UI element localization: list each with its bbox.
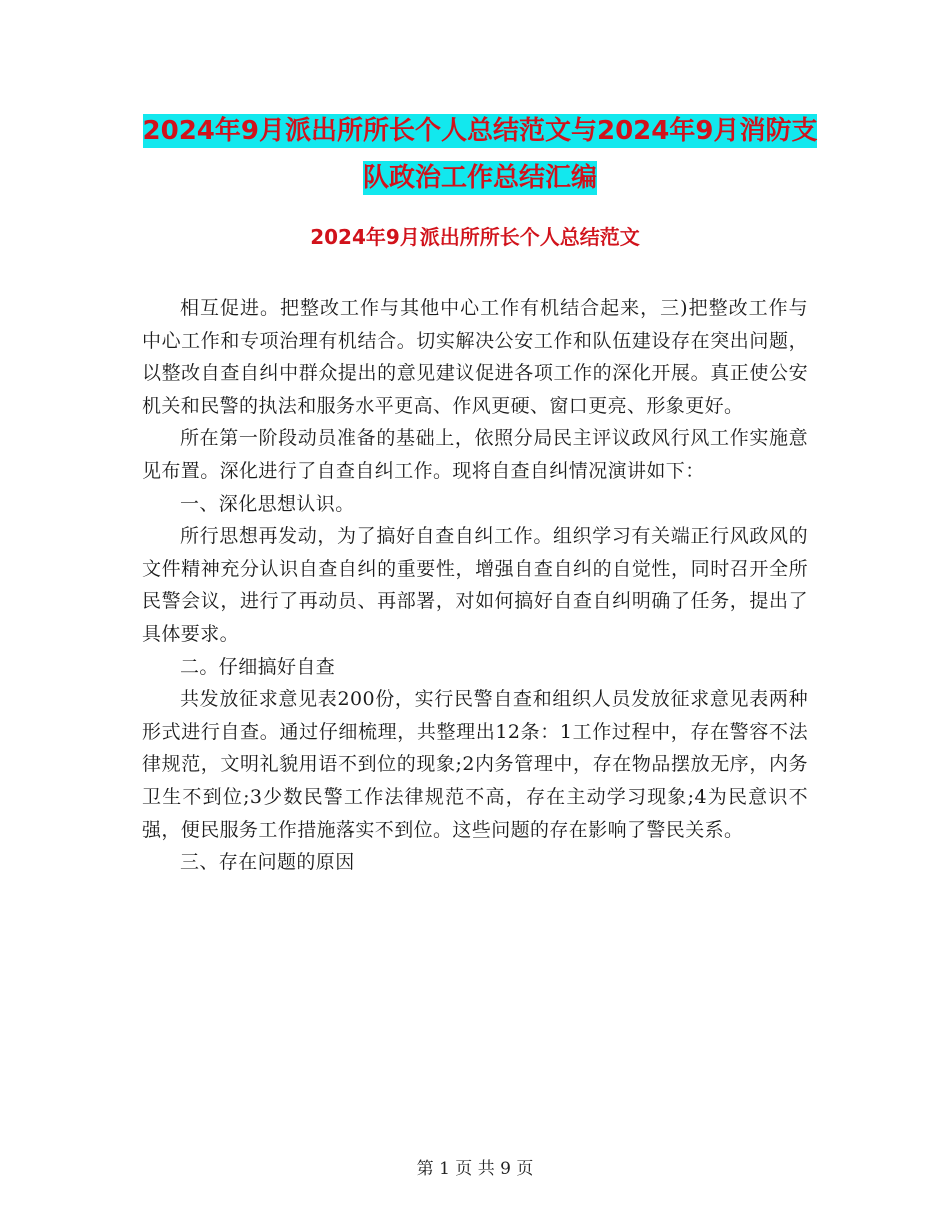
document-body — [142, 292, 808, 879]
section-heading: 三、存在问题的原因 — [180, 851, 355, 874]
section-heading: 二。仔细搞好自查 — [180, 655, 336, 678]
section-title: 2024年9月派出所所长个人总结范文 — [310, 225, 640, 249]
title-highlight: 2024年9月派出所所长个人总结范文与2024年9月消防支队政治工作总结汇编 — [142, 116, 818, 193]
document-title — [140, 108, 820, 202]
paragraph: 相互促进。把整改工作与其他中心工作有机结合起来，三)把整改工作与中心工作和专项治理有机结合。切实解决公安工作和队伍建设存在突出问题，以整改自查自纠中群众提出的意见建议促进各项工作的深化开展。真正使公安机关和民警的执法和服务水平更高、作风更硬、窗口更亮、形象更好。 — [142, 297, 808, 417]
paragraph: 所行思想再发动，为了搞好自查自纠工作。组织学习有关端正行风政风的文件精神充分认识自查自纠的重要性，增强自查自纠的自觉性，同时召开全所民警会议，进行了再动员、再部署，对如何搞好自查自纠明确了任务，提出了具体要求。 — [142, 525, 808, 645]
paragraph: 共发放征求意见表200份，实行民警自查和组织人员发放征求意见表两种形式进行自查。通过仔细梳理，共整理出12条：1工作过程中，存在警容不法律规范，文明礼貌用语不到位的现象;2内务管理中，存在物品摆放无序，内务卫生不到位;3少数民警工作法律规范不高，存在主动学习现象;4为民意识不强，便民服务工作措施落实不到位。这些问题的存在影响了警民关系。 — [142, 688, 808, 841]
section-heading: 一、深化思想认识。 — [180, 492, 355, 515]
page-number-footer: 第 1 页 共 9 页 — [416, 1159, 534, 1179]
paragraph: 所在第一阶段动员准备的基础上，依照分局民主评议政风行风工作实施意见布置。深化进行了自查自纠工作。现将自查自纠情况演讲如下： — [142, 427, 808, 482]
